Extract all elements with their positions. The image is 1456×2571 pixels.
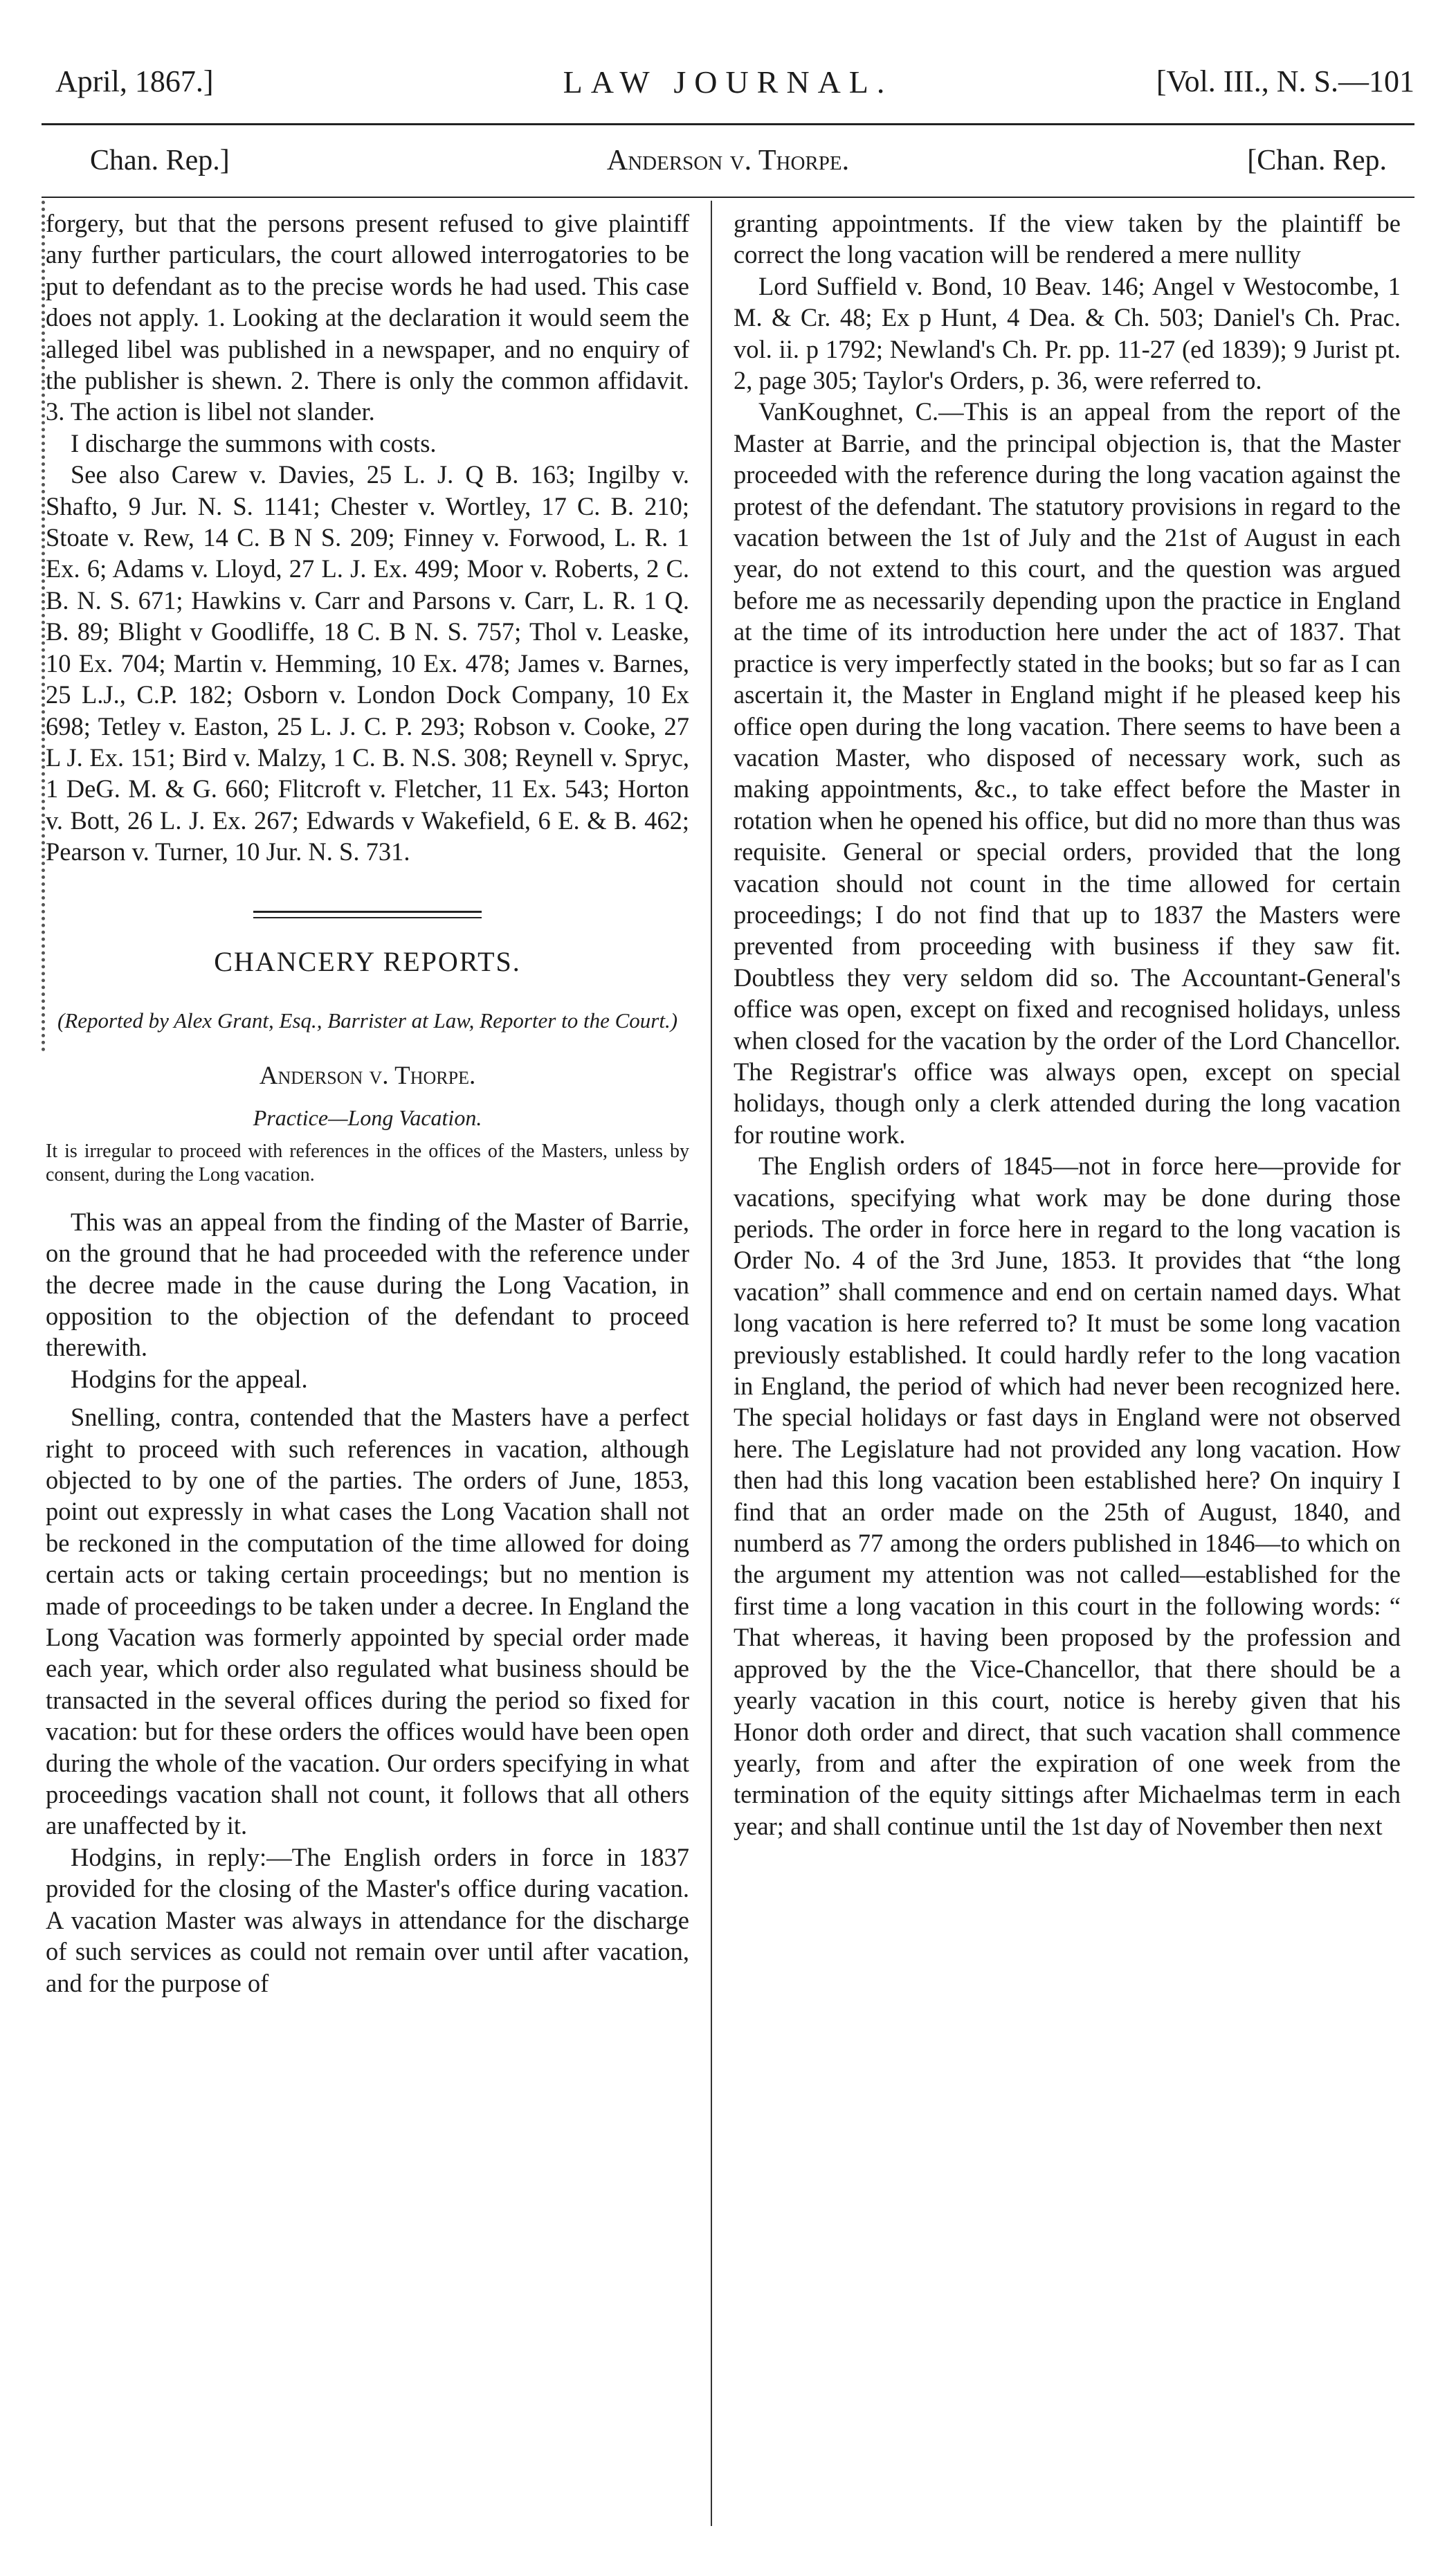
volume-page: [Vol. III., N. S.—101 (1156, 64, 1414, 98)
case-title: Anderson v. Thorpe. (259, 1061, 476, 1090)
case-running-title: Anderson v. Thorpe. (606, 145, 850, 176)
header-rule (42, 123, 1414, 125)
paragraph: I discharge the summons with costs. (71, 428, 437, 457)
citations-paragraph: See also Carew v. Davies, 25 L. J. Q B. 163; Ingilby v. Shafto, 9 Jur. N. S. 1141; Chester v. Wortley, 17 C. B. 210; Stoate v. Rew, 14 C. B N S. 209; Finney v. Forwood, L. R. 1 Ex. 6; Adams v. Lloyd, 27 L. J. Ex. 499; Moor v. Roberts, 2 C. B. N. S. 671; Hawkins v. Carr and Parsons v. Carr, L. R. 1 Q. B. 89; Blight v Goodliffe, 18 C. B N. S. 757; Thol v. Leaske, 10 Ex. 704; Martin v. Hemming, 10 Ex. 478; James v. Barnes, 25 L.J., C.P. 182; Osborn v. London Dock Company, 10 Ex 698; Tetley v. Easton, 25 L. J. C. P. 293; Robson v. Cooke, 27 L J. Ex. 151; Bird v. Malzy, 1 C. B. N.S. 308; Reynell v. Spryc, 1 DeG. M. & G. 660; Flitcroft v. Fletcher, 11 Ex. 543; Horton v. Bott, 26 L. J. Ex. 267; Edwards v Wakefield, 6 E. & B. 462; Pearson v. Turner, 10 Jur. N. S. 731. (46, 460, 689, 866)
section-header (42, 144, 1414, 185)
journal-title: LAW JOURNAL. (563, 64, 893, 100)
paragraph: granting appointments. If the view taken by the plaintiff be correct the long vacation will be rendered a mere nullity (734, 209, 1401, 269)
section-left: Chan. Rep.] (90, 145, 230, 176)
paragraph: Hodgins, in reply:—The English orders in force in 1837 provided for the closing of the Master's office during vacation. A vacation Master was always in attendance for the discharge of such services as could not remain over until after vacation, and for the purpose of (46, 1842, 689, 1997)
judgment-paragraph: The English orders of 1845—not in force here—provide for vacations, specifying what work may be done during those periods. The order in force here in regard to the long vacation is Order No. 4 of the 3rd June, 1853. It provides that “the long vacation” shall commence and end on certain named days. What long vacation is here referred to? It must be some long vacation previously established. It could hardly refer to the long vacation in England, the period of which had never been recognized here. The special holidays or fast days in England were not observed here. The Legislature had not provided any long vacation. How then had this long vacation been established here? On inquiry I find that an order made on the 25th of August, 1840, and numberd as 77 among the orders published in 1846—to which on the argument my attention was not called—established for the first time a long vacation in this court in the following words: “ That whereas, it having been proposed by the profession and approved by the the Vice-Chancellor, that there should be a yearly vacation in this court, notice is hereby given that his Honor doth order and direct, that such vacation shall commence yearly, from and after the expiration of one week from the termination of the equity sittings after Michaelmas term in each year; and shall continue until the 1st day of November then next (734, 1152, 1401, 1840)
reports-heading: CHANCERY REPORTS. (214, 945, 521, 977)
running-header (42, 64, 1414, 105)
section-right: [Chan. Rep. (1247, 145, 1387, 176)
paragraph: Snelling, contra, contended that the Masters have a perfect right to proceed with such references in vacation, although objected to by one of the parties. The orders of June, 1853, point out expressly in what cases the Long Vacation shall not be reckoned in the computation of the time allowed for doing certain acts or taking certain proceedings; but no mention is made of proceedings to be taken under a decree. In England the Long Vacation was formerly appointed by special order made each year, which order also regulated what business should be transacted in the several offices during the period so fixed for vacation: but for these orders the offices would have been open during the whole of the vacation. Our orders specifying in what proceedings vacation shall not count, it follows that all others are unaffected by it. (46, 1403, 689, 1840)
paragraph: This was an appeal from the finding of the Master of Barrie, on the ground that he had proceeded with the reference under the decree made in the cause during the Long Vacation, in opposition to the objection of the defendant to proceed therewith. (46, 1207, 689, 1362)
left-column (46, 208, 689, 1999)
citations-paragraph: Lord Suffield v. Bond, 10 Beav. 146; Angel v Westocombe, 1 M. & Cr. 48; Ex p Hunt, 4 Dea. & Ch. 503; Daniel's Ch. Prac. vol. ii. p 1792; Newland's Ch. Pr. pp. 11-27 (ed 1839); 9 Jurist pt. 2, page 305; Taylor's Orders, p. 36, were referred to. (734, 271, 1401, 395)
reporter-note: (Reported by Alex Grant, Esq., Barrister at Law, Reporter to the Court.) (57, 1008, 678, 1033)
practice-subject: Practice—Long Vacation. (253, 1105, 482, 1131)
right-column (734, 208, 1401, 1842)
headnote: It is irregular to proceed with references in the offices of the Masters, unless by consent, during the Long vacation. (46, 1140, 689, 1185)
paragraph: forgery, but that the persons present refused to give plaintiff any further particulars, the court allowed interrogatories to be put to defendant as to the precise words he had used. This case does not apply. 1. Looking at the declaration it would seem the alleged libel was published in a newspaper, and no enquiry of the publisher is shewn. 2. There is only the common affidavit. 3. The action is libel not slander. (46, 209, 689, 426)
header-date: April, 1867.] (55, 64, 214, 98)
page-edge (42, 201, 45, 1052)
counsel-line: Hodgins for the appeal. (71, 1364, 308, 1393)
judgment-paragraph: VanKoughnet, C.—This is an appeal from the report of the Master at Barrie, and the principal objection is, that the Master proceeded with the reference during the long vacation against the protest of the defendant. The statutory provisions in regard to the vacation between the 1st of July and the 21st of August in each year, do not extend to this court, and the question was argued before me as necessarily depending upon the practice in England at the time of its introduction here under the act of 1837. That practice is very imperfectly stated in the books; but so far as I can ascertain it, the Master in England might if he pleased keep his office open during the long vacation. There seems to have been a vacation Master, who disposed of necessary work, such as making appointments, &c., to take effect before the Master in rotation when he opened his office, but did no more than thus was requisite. General or special orders, provided that the long vacation should not count in the time allowed for certain proceedings; I do not find that up to 1837 the Masters were prevented from proceeding with business if they saw fit. Doubtless they very seldom did so. The Accountant-General's office was open, except on fixed and recognised holidays, unless when closed for the vacation by the order of the Lord Chancellor. The Registrar's office was always open, except on special holidays, though only a clerk attended during the long vacation for routine work. (734, 397, 1401, 1149)
column-divider (711, 201, 712, 2526)
section-divider (253, 911, 482, 918)
subheader-rule (42, 197, 1414, 198)
